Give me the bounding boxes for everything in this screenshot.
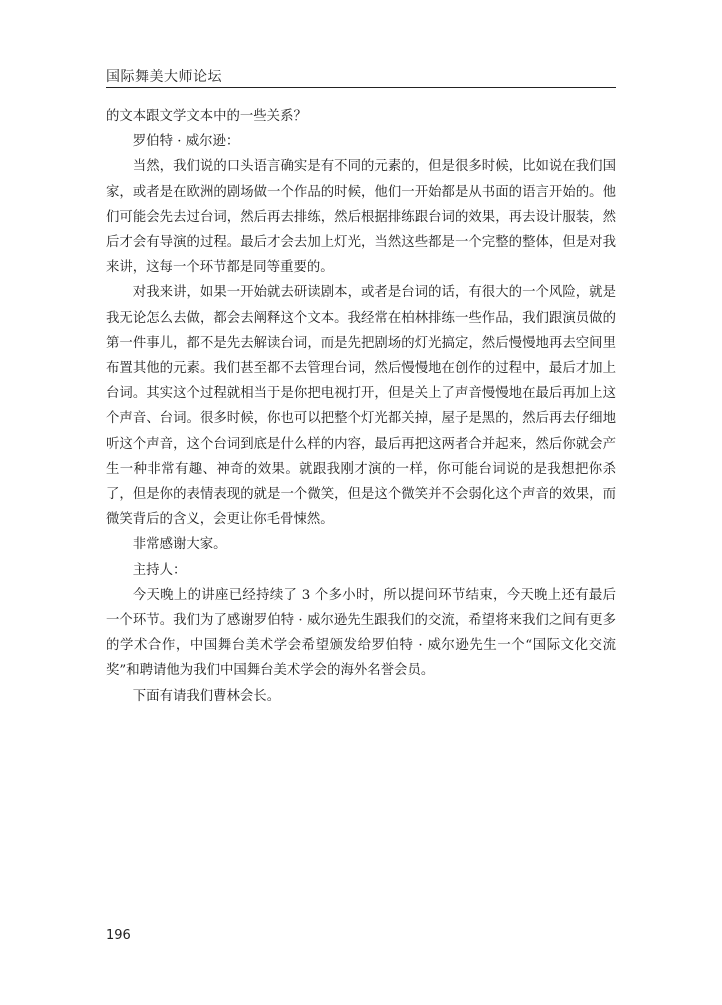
running-header (106, 66, 616, 88)
body-text (106, 104, 616, 709)
header-rule (106, 87, 616, 88)
paragraph: 当然，我们说的口头语言确实是有不同的元素的，但是很多时候，比如说在我们国家，或者是在欧洲的剧场做一个作品的时候，他们一开始都是从书面的语言开始的。他们可能会先去过台词，然后再去排练，然后根据排练跟台词的效果，再去设计服装，然后才会有导演的过程。最后才会去加上灯光，当然这些都是一个完整的整体，但是对我来讲，这每一个环节都是同等重要的。 (106, 159, 616, 276)
paragraph: 的文本跟文学文本中的一些关系？ (106, 109, 307, 124)
paragraph: 对我来讲，如果一开始就去研读剧本，或者是台词的话，有很大的一个风险，就是我无论怎么去做，都会去阐释这个文本。我经常在柏林排练一些作品，我们跟演员做的第一件事儿，都不是先去解读台词，而是先把剧场的灯光搞定，然后慢慢地再去空间里布置其他的元素。我们甚至都不去管理台词，然后慢慢地在创作的过程中，最后才加上台词。其实这个过程就相当于是你把电视打开，但是关上了声音慢慢地在最后再加上这个声音、台词。很多时候，你也可以把整个灯光都关掉，屋子是黑的，然后再去仔细地听这个声音，这个台词到底是什么样的内容，最后再把这两者合并起来，然后你就会产生一种非常有趣、神奇的效果。就跟我刚才演的一样，你可能台词说的是我想把你杀了，但是你的表情表现的就是一个微笑，但是这个微笑并不会弱化这个声音的效果，而微笑背后的含义，会更让你毛骨悚然。 (106, 285, 616, 528)
paragraph: 今天晚上的讲座已经持续了 3 个多小时，所以提问环节结束，今天晚上还有最后一个环节。我们为了感谢罗伯特 · 威尔逊先生跟我们的交流，希望将来我们之间有更多的学术合作，中国舞台美术学会希望颁发给罗伯特 · 威尔逊先生一个“国际文化交流奖”和聘请他为我们中国舞台美术学会的海外名誉会员。 (106, 587, 616, 679)
speaker-name: 主持人： (132, 562, 187, 578)
paragraph: 下面有请我们曹林会长。 (132, 688, 281, 704)
speaker-name: 罗伯特 · 威尔逊： (132, 134, 240, 150)
paragraph: 非常感谢大家。 (132, 537, 227, 553)
book-title: 国际舞美大师论坛 (106, 69, 222, 85)
page-number: 196 (106, 928, 131, 943)
